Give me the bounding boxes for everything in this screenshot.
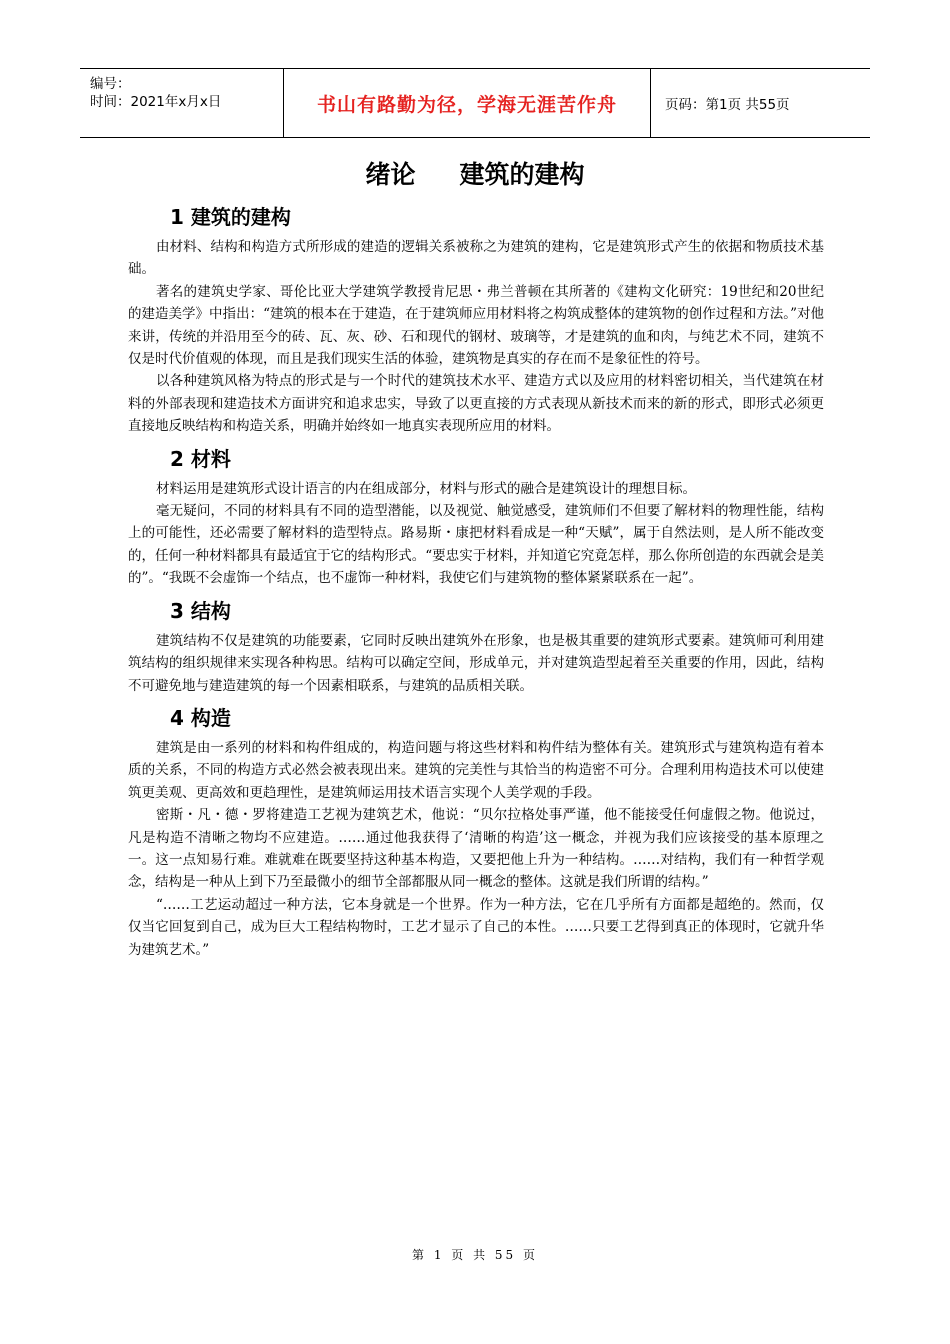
header-meta [80,69,283,137]
paragraph: 建筑结构不仅是建筑的功能要素，它同时反映出建筑外在形象，也是极其重要的建筑形式要素。建筑师可利用建筑结构的组织规律来实现各种构思。结构可以确定空间，形成单元，并对建筑造型起着至关重要的作用，因此，结构不可避免地与建造建筑的每一个因素相联系，与建筑的品质相关联。 [128,632,824,694]
section-heading: 4 构造 [170,705,231,730]
page-footer: 第 1 页 共 55 页 [412,1248,538,1262]
section-heading: 3 结构 [170,598,231,623]
document-title [0,155,950,195]
title-part-2: 建筑的建构 [459,160,585,189]
paragraph: 以各种建筑风格为特点的形式是与一个时代的建筑技术水平、建造方式以及应用的材料密切相关，当代建筑在材料的外部表现和建造技术方面讲究和追求忠实，导致了以更直接的方式表现从新技术而来的新的形式，即形式必须更直接地反映结构和构造关系，明确并始终如一地真实表现所应用的材料。 [128,373,824,435]
motto-text: 书山有路勤为径，学海无涯苦作舟 [316,93,617,116]
paragraph: 著名的建筑史学家、哥伦比亚大学建筑学教授肯尼思・弗兰普顿在其所著的《建构文化研究：19世纪和20世纪的建造美学》中指出：“建筑的根本在于建造，在于建筑师应用材料将之构筑成整体的建筑物的创作过程和方法。”对他来讲，传统的并沿用至今的砖、瓦、灰、砂、石和现代的钢材、玻璃等，才是建筑的血和肉，与纯艺术不同，建筑不仅是时代价值观的体现，而且是我们现实生活的体验，建筑物是真实的存在而不是象征性的符号。 [128,283,824,368]
paragraph: 材料运用是建筑形式设计语言的内在组成部分，材料与形式的融合是建筑设计的理想目标。 [156,480,696,497]
title-part-1: 绪论 [365,160,416,189]
time-label: 时间：2021年x月x日 [90,94,222,110]
document-body [128,196,824,961]
paragraph: 由材料、结构和构造方式所形成的建造的逻辑关系被称之为建筑的建构，它是建筑形式产生的依据和物质技术基础。 [128,239,824,278]
paragraph: 密斯・凡・德・罗将建造工艺视为建筑艺术，他说：“贝尔拉格处事严谨，他不能接受任何虚假之物。他说过，凡是构造不清晰之物均不应建造。……通过他我获得了‘清晰的构造’这一概念，并视为我们应该接受的基本原理之一。这一点知易行难。难就难在既要坚持这种基本构造，又要把他上升为一种结构。……对结构，我们有一种哲学观念，结构是一种从上到下乃至最微小的细节全部都服从同一概念的整体。这就是我们所谓的结构。” [128,807,824,891]
header-page-info: 页码：第1页 共55页 [665,97,790,113]
paragraph: “……工艺运动超过一种方法，它本身就是一个世界。作为一种方法，它在几乎所有方面都是超绝的。然而，仅仅当它回复到自己，成为巨大工程结构物时，工艺才显示了自己的本性。……只要工艺得到真正的体现时，它就升华为建筑艺术。” [128,896,824,958]
paragraph: 毫无疑问，不同的材料具有不同的造型潜能，以及视觉、触觉感受，建筑师们不但要了解材料的物理性能，结构上的可能性，还必需要了解材料的造型特点。路易斯・康把材料看成是一种“天赋”，属于自然法则，是人所不能改变的，任何一种材料都具有最适宜于它的结构形式。“要忠实于材料，并知道它究竟怎样，那么你所创造的东西就会是美的”。“我既不会虚饰一个结点，也不虚饰一种材料，我使它们与建筑物的整体紧紧联系在一起”。 [128,503,824,587]
page-header [80,68,870,138]
header-motto-cell [283,69,651,137]
paragraph: 建筑是由一系列的材料和构件组成的，构造问题与将这些材料和构件结为整体有关。建筑形式与建筑构造有着本质的关系，不同的构造方式必然会被表现出来。建筑的完美性与其恰当的构造密不可分。合理利用构造技术可以使建筑更美观、更高效和更趋理性，是建筑师运用技术语言实现个人美学观的手段。 [128,739,824,801]
section-heading: 2 材料 [170,446,231,471]
section-heading: 1 建筑的建构 [170,205,291,229]
number-label: 编号： [90,76,131,92]
